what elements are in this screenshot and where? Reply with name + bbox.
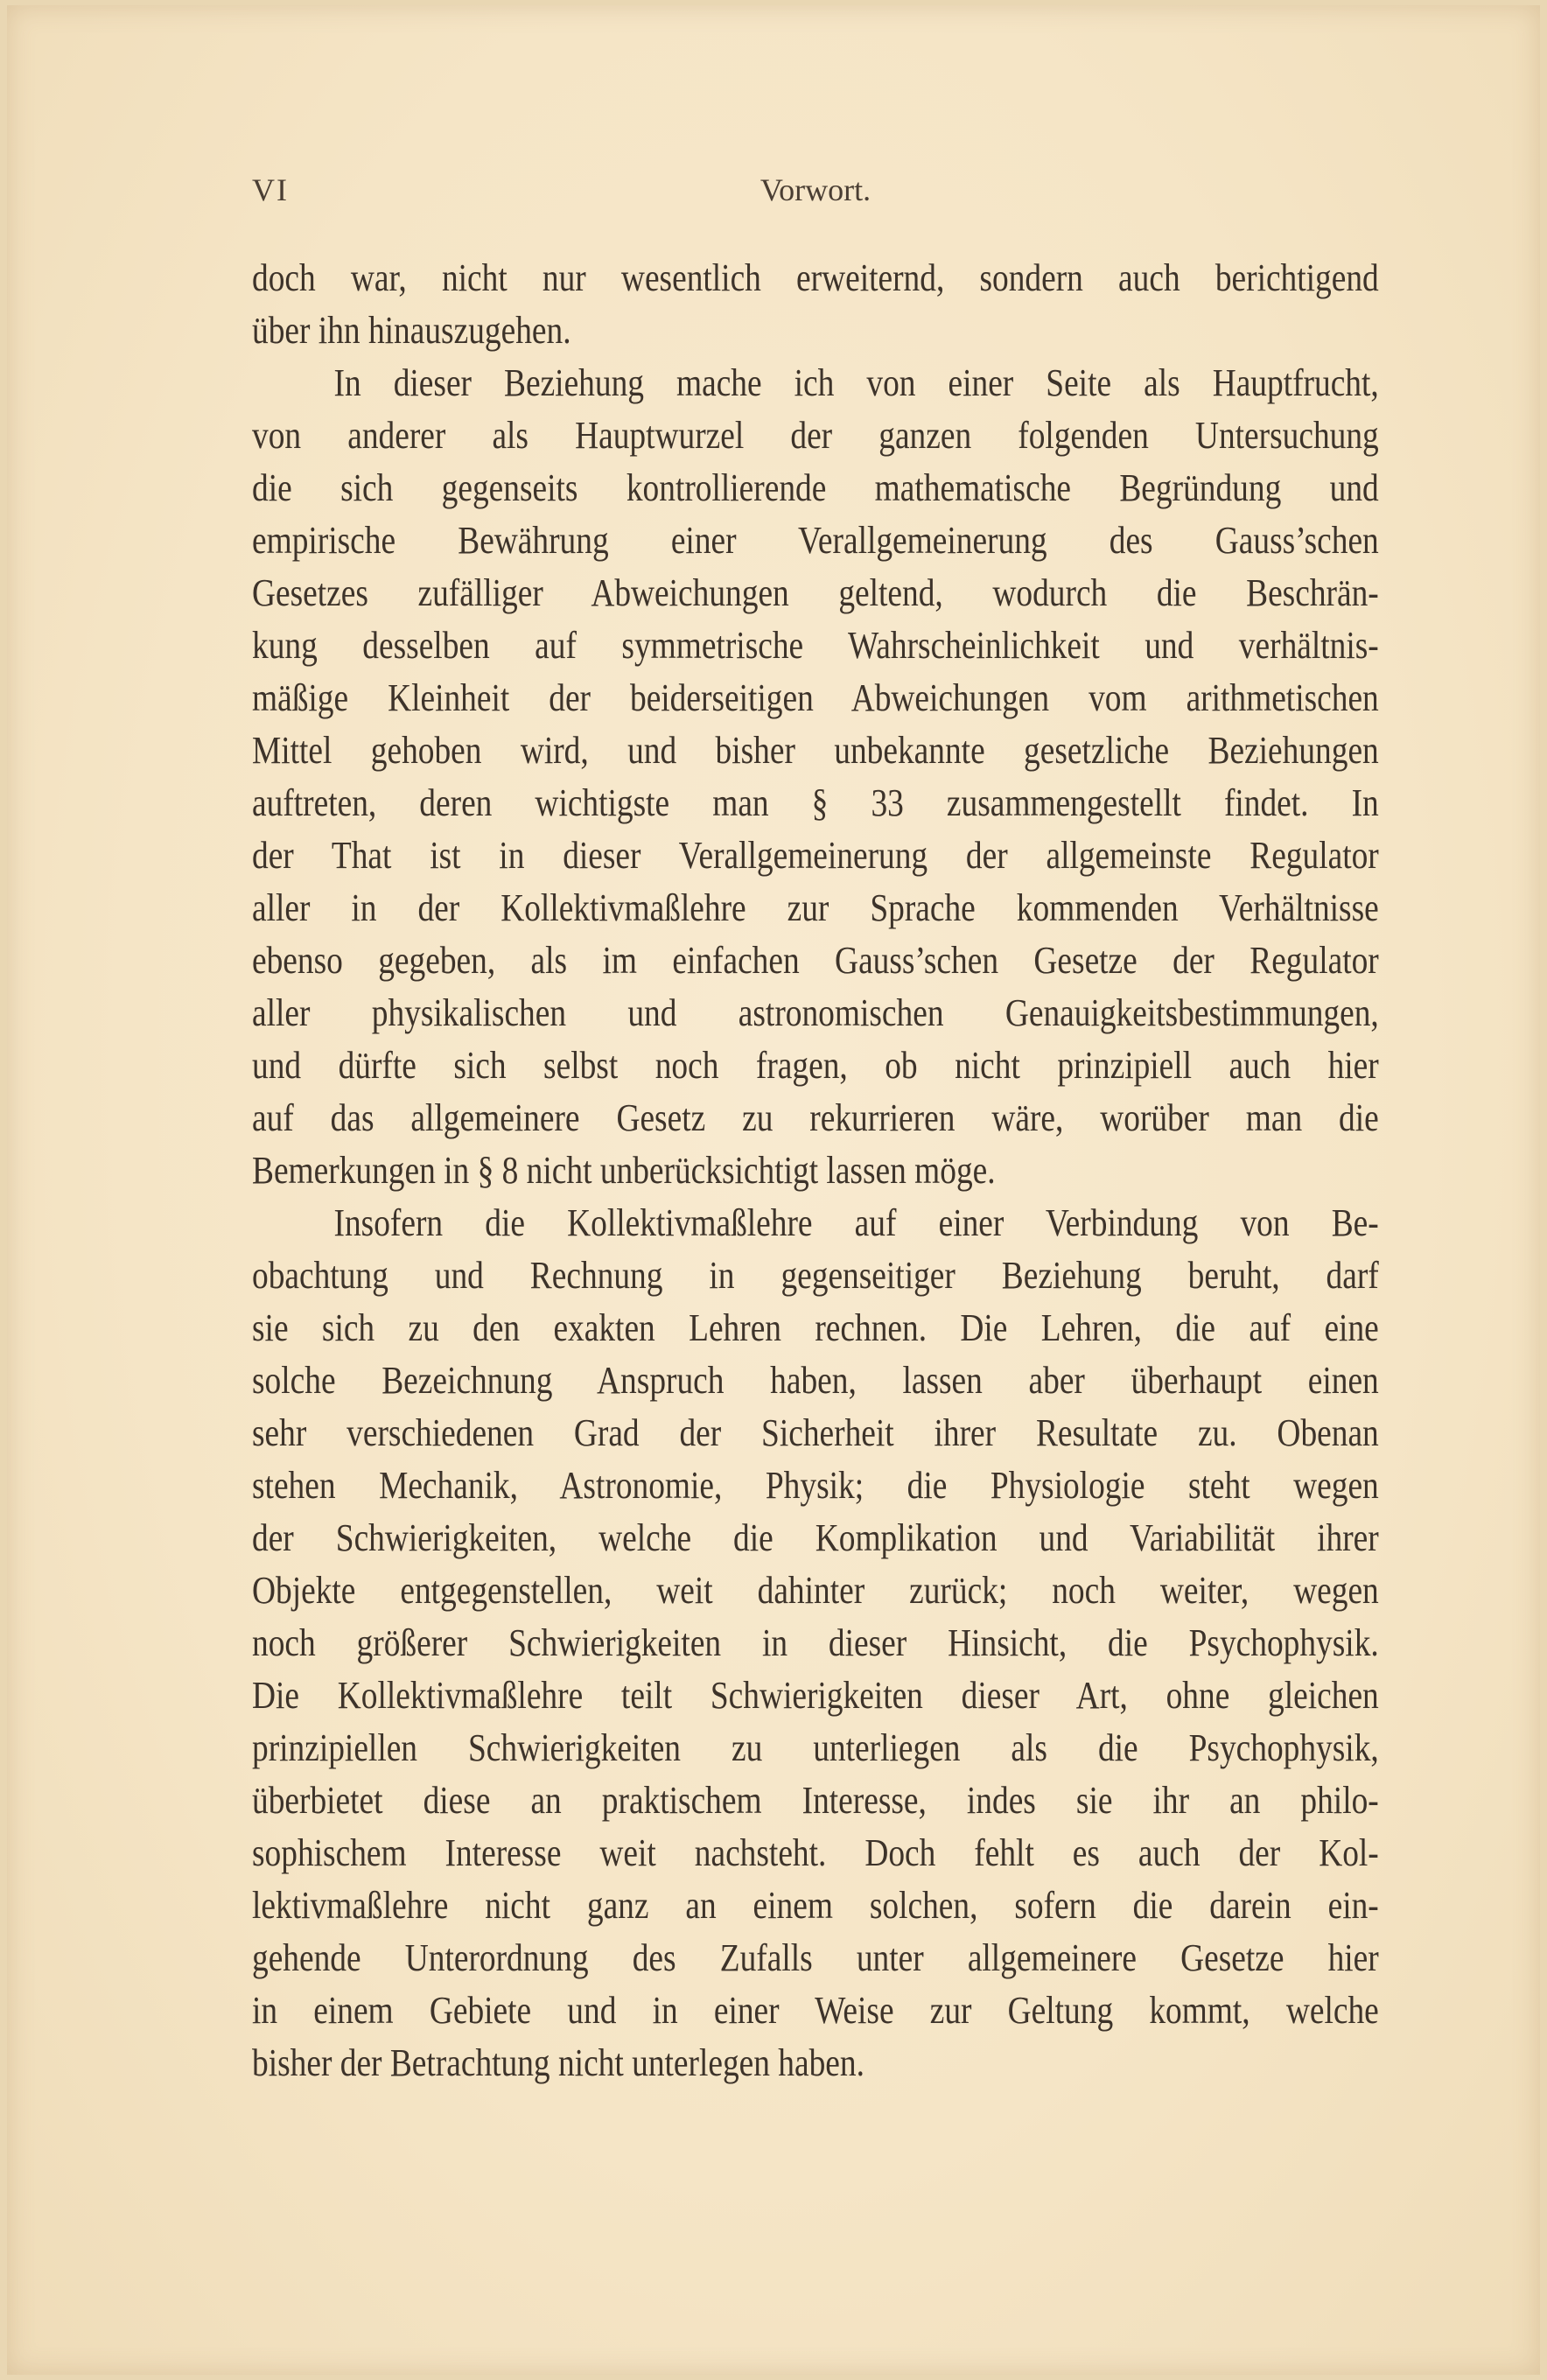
text-line: Insofern die Kollektivmaßlehre auf einer Verbindung von Be- <box>333 1201 1379 1244</box>
book-page <box>7 5 1540 2375</box>
text-line: sophischem Interesse weit nachsteht. Doch fehlt es auch der Kol- <box>252 1831 1379 1874</box>
text-line: prinzipiellen Schwierigkeiten zu unterliegen als die Psychophysik, <box>252 1726 1379 1769</box>
text-line: Mittel gehoben wird, und bisher unbekannte gesetzliche Beziehungen <box>252 729 1379 772</box>
text-line: auftreten, deren wichtigste man § 33 zusammengestellt findet. In <box>252 781 1379 824</box>
text-line: kung desselben auf symmetrische Wahrscheinlichkeit und verhältnis- <box>252 624 1379 667</box>
text-line: sie sich zu den exakten Lehren rechnen. Die Lehren, die auf eine <box>252 1306 1379 1349</box>
text-line: überbietet diese an praktischem Interesse, indes sie ihr an philo- <box>252 1779 1379 1822</box>
page-header <box>252 172 1379 215</box>
text-line: aller physikalischen und astronomischen Genauigkeitsbestimmungen, <box>252 991 1379 1034</box>
text-line: stehen Mechanik, Astronomie, Physik; die Physiologie steht wegen <box>252 1464 1379 1507</box>
text-line: Gesetzes zufälliger Abweichungen geltend, wodurch die Beschrän- <box>252 571 1379 614</box>
text-line: bisher der Betrachtung nicht unterlegen haben. <box>252 2041 864 2084</box>
text-line: solche Bezeichnung Anspruch haben, lassen aber überhaupt einen <box>252 1359 1379 1402</box>
text-line: die sich gegenseits kontrollierende mathematische Begründung und <box>252 466 1379 509</box>
text-line: mäßige Kleinheit der beiderseitigen Abweichungen vom arithmetischen <box>252 676 1379 719</box>
text-line: der That ist in dieser Verallgemeinerung der allgemeinste Regulator <box>252 834 1379 877</box>
page-number: VI <box>252 172 289 207</box>
text-line: auf das allgemeinere Gesetz zu rekurrieren wäre, worüber man die <box>252 1096 1379 1139</box>
text-line: Die Kollektivmaßlehre teilt Schwierigkeiten dieser Art, ohne gleichen <box>252 1674 1379 1717</box>
body-text <box>252 252 1379 2090</box>
text-line: der Schwierigkeiten, welche die Komplikation und Variabilität ihrer <box>252 1516 1379 1559</box>
text-line: aller in der Kollektivmaßlehre zur Sprache kommenden Verhältnisse <box>252 886 1379 929</box>
text-line: lektivmaßlehre nicht ganz an einem solchen, sofern die darein ein- <box>252 1884 1379 1927</box>
text-line: Objekte entgegenstellen, weit dahinter zurück; noch weiter, wegen <box>252 1569 1379 1612</box>
text-line: sehr verschiedenen Grad der Sicherheit ihrer Resultate zu. Obenan <box>252 1411 1379 1454</box>
text-line: obachtung und Rechnung in gegenseitiger Beziehung beruht, darf <box>252 1254 1379 1297</box>
running-title: Vorwort. <box>760 172 872 207</box>
text-line: gehende Unterordnung des Zufalls unter allgemeinere Gesetze hier <box>252 1936 1379 1979</box>
paragraph <box>252 252 1379 357</box>
text-line: empirische Bewährung einer Verallgemeinerung des Gauss’schen <box>252 519 1379 562</box>
text-line: In dieser Beziehung mache ich von einer Seite als Hauptfrucht, <box>333 361 1379 404</box>
paragraph <box>252 1197 1379 2090</box>
text-line: über ihn hinauszugehen. <box>252 309 571 352</box>
text-line: noch größerer Schwierigkeiten in dieser Hinsicht, die Psychophysik. <box>252 1621 1379 1664</box>
text-line: von anderer als Hauptwurzel der ganzen folgenden Untersuchung <box>252 414 1379 457</box>
text-line: ebenso gegeben, als im einfachen Gauss’schen Gesetze der Regulator <box>252 939 1379 982</box>
text-line: Bemerkungen in § 8 nicht unberücksichtigt lassen möge. <box>252 1149 996 1192</box>
text-line: und dürfte sich selbst noch fragen, ob nicht prinzipiell auch hier <box>252 1044 1379 1087</box>
text-line: in einem Gebiete und in einer Weise zur Geltung kommt, welche <box>252 1989 1379 2032</box>
text-line: doch war, nicht nur wesentlich erweiternd, sondern auch berichtigend <box>252 256 1379 299</box>
paragraph <box>252 357 1379 1197</box>
